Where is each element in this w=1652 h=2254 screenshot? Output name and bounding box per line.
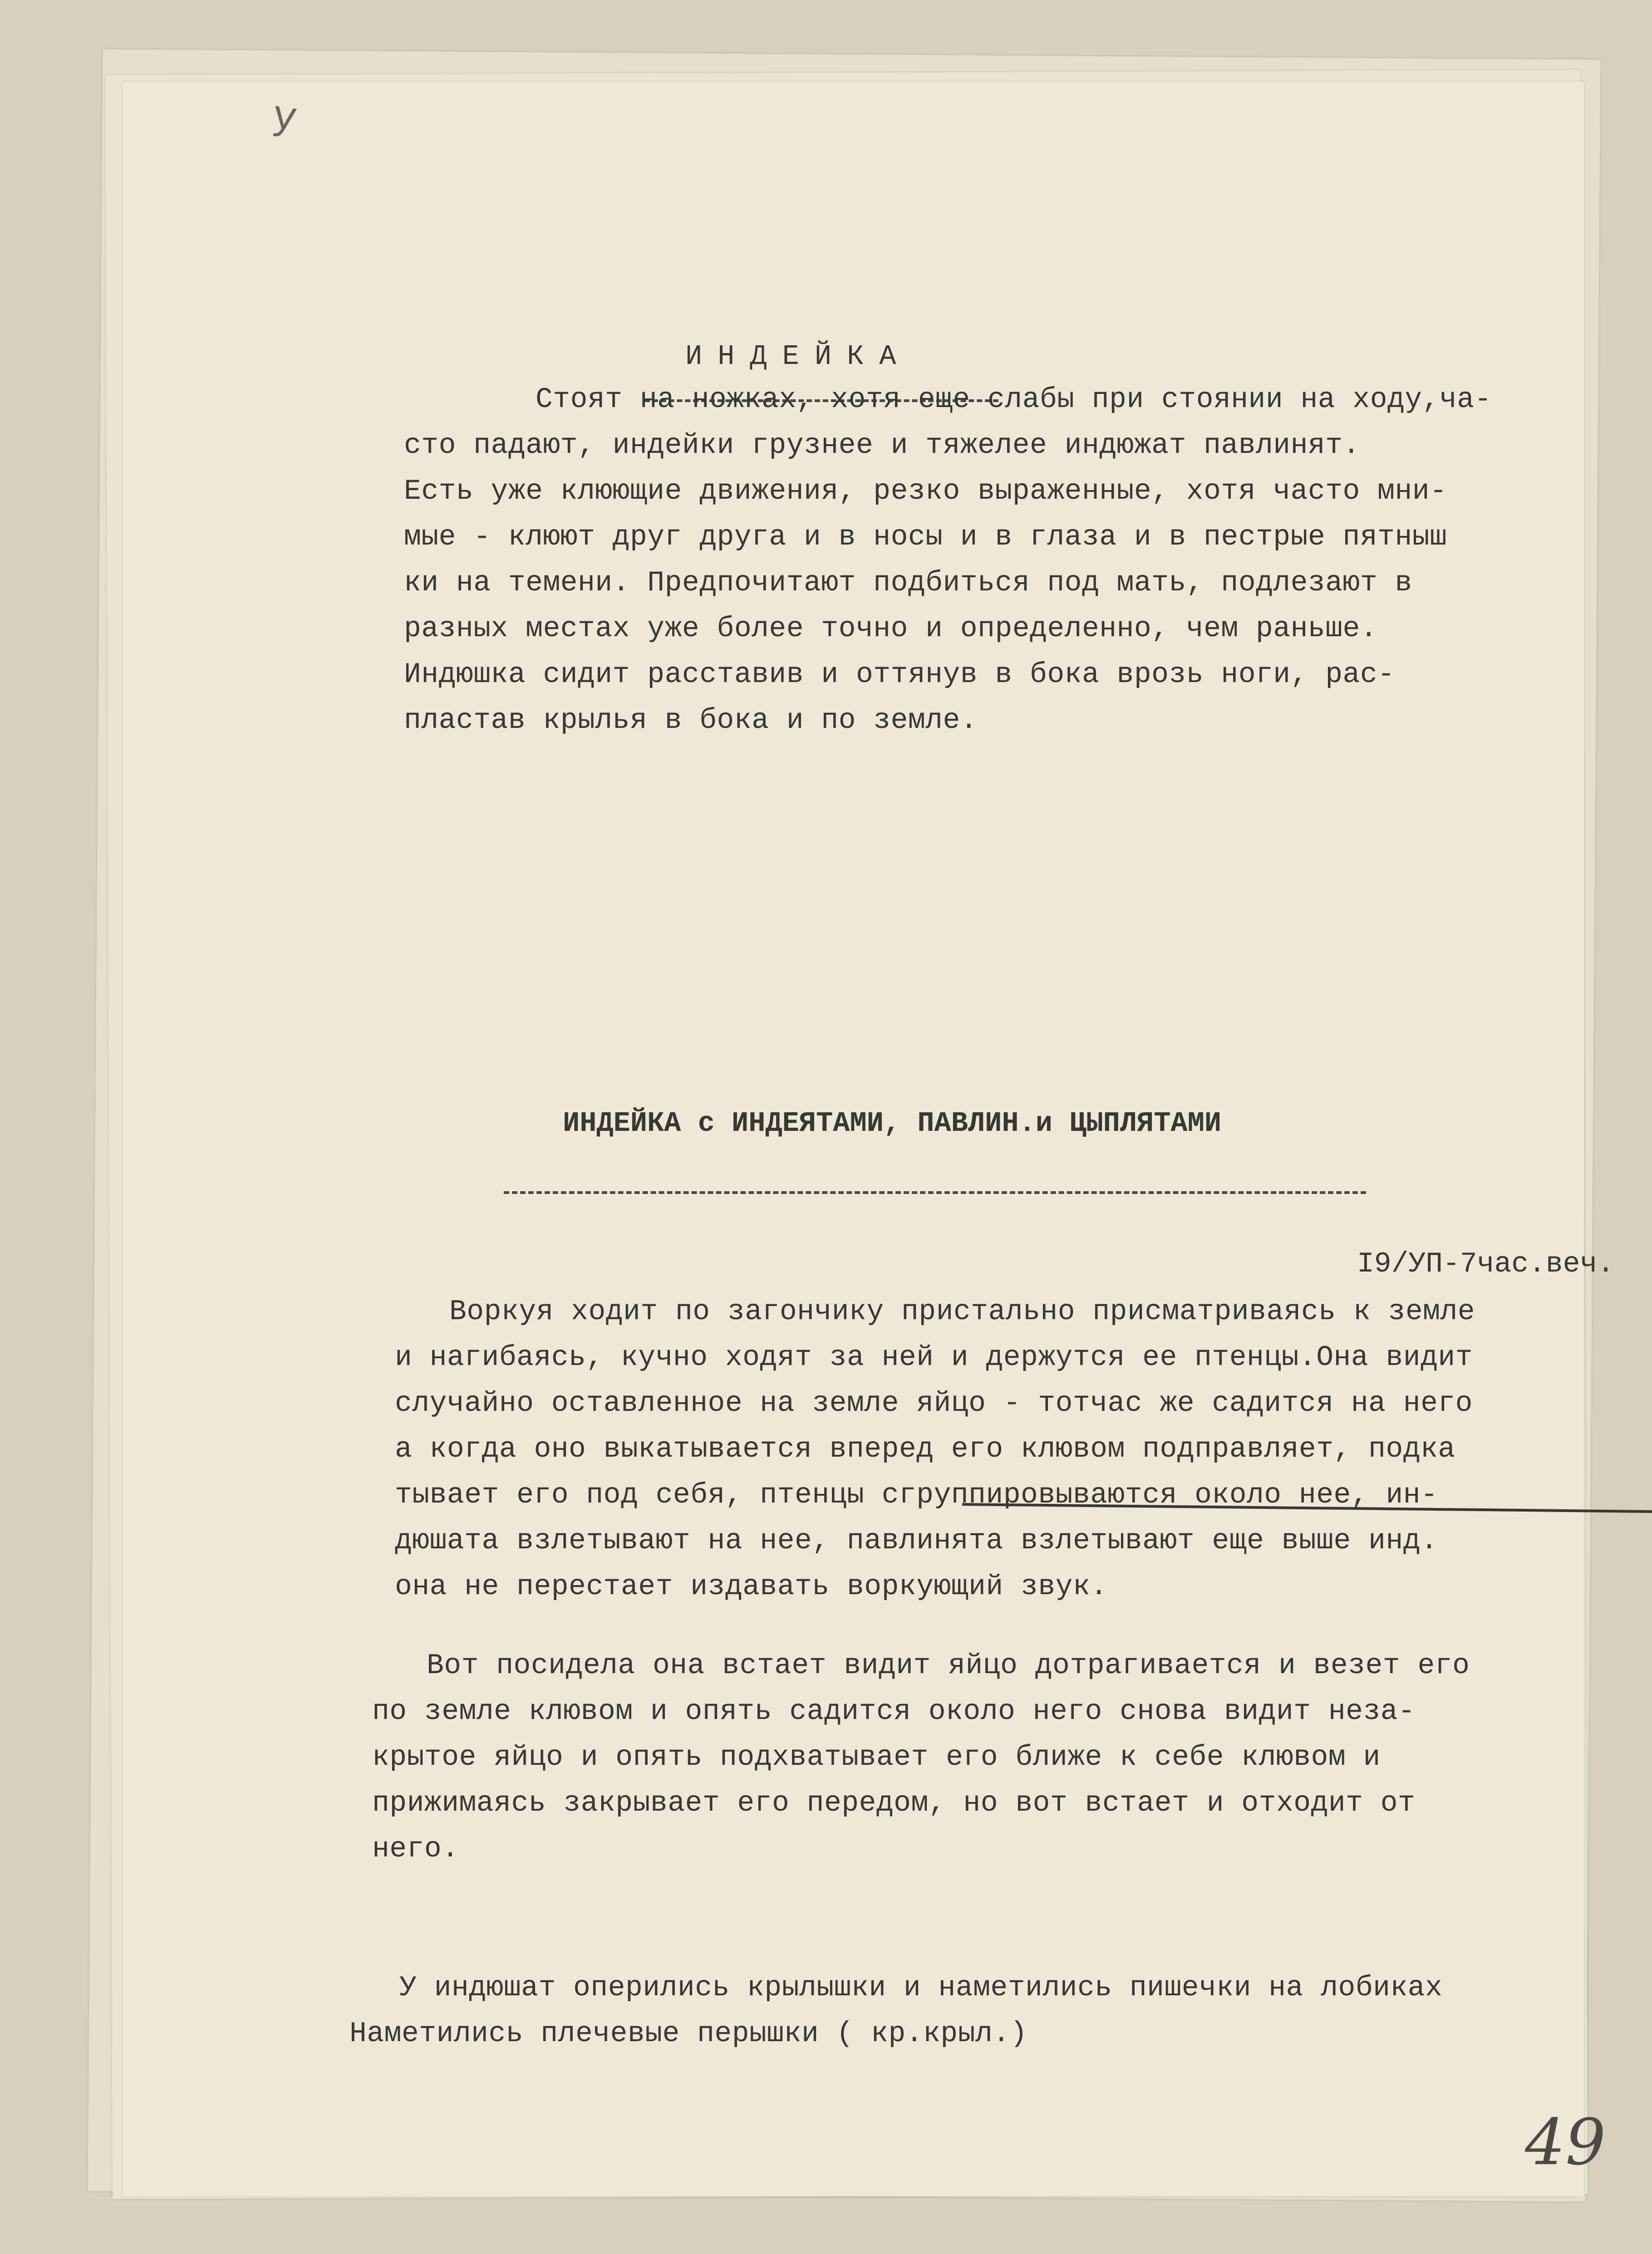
text-line: сто падают, индейки грузнее и тяжелее индюжат павлинят.: [404, 429, 1360, 462]
text-line: Воркуя ходит по загончику пристально присматриваясь к земле: [449, 1296, 1475, 1328]
text-line: пластав крылья в бока и по земле.: [404, 704, 978, 737]
text-line: дюшата взлетывают на нее, павлинята взлетывают еще выше инд.: [395, 1525, 1438, 1557]
text-line: Вот посидела она встает видит яйцо дотрагивается и везет его: [427, 1650, 1470, 1682]
text-line: него.: [372, 1833, 459, 1865]
document-page: [123, 82, 1615, 2196]
text-line: мые - клюют друг друга и в носы и в глаза и в пестрые пятныш: [404, 521, 1447, 553]
text-line: а когда оно выкатывается вперед его клювом подправляет, подка: [395, 1433, 1455, 1465]
text-line: по земле клювом и опять садится около него снова видит неза-: [372, 1695, 1416, 1728]
text-line: прижимаясь закрывает его передом, но вот встает и отходит от: [372, 1787, 1416, 1819]
entry-date: I9/УП-7час.веч.: [1357, 1248, 1615, 1280]
text-line: Стоят на ножках, хотя еще слабы при стоянии на ходу,ча-: [536, 383, 1492, 416]
text-line: Наметились плечевые перышки ( кр.крыл.): [349, 2018, 1028, 2050]
text-line: У индюшат оперились крылышки и наметились пишечки на лобиках: [399, 1972, 1443, 2004]
text-line: ки на темени. Предпочитают подбиться под мать, подлезают в: [404, 567, 1412, 599]
text-line: случайно оставленное на земле яйцо - тотчас же садится на него: [395, 1387, 1473, 1419]
section-title-turkey: ИНДЕЙКА: [685, 340, 912, 373]
paragraph-3: [372, 1643, 1470, 1872]
text-line: Есть уже клюющие движения, резко выраженные, хотя часто мни-: [404, 475, 1447, 507]
paragraph-4: [349, 1965, 1442, 2057]
text-line: она не перестает издавать воркующий звук.: [395, 1571, 1108, 1603]
text-line: разных местах уже более точно и определенно, чем раньше.: [404, 613, 1378, 645]
section-title-turkey-with-chicks: ИНДЕЙКА с ИНДЕЯТАМИ, ПАВЛИН.и ЦЫПЛЯТАМИ: [563, 1107, 1222, 1139]
title-dashed-rule: [504, 1191, 1366, 1194]
text-line: тывает его под себя, птенцы сгруппировываются около нее, ин-: [395, 1479, 1438, 1511]
text-line: крытое яйцо и опять подхватывает его ближе к себе клювом и: [372, 1741, 1381, 1773]
page-number: 49: [1525, 2106, 1606, 2180]
corner-handwritten-mark: у: [269, 93, 300, 143]
text-line: и нагибаясь, кучно ходят за ней и держутся ее птенцы.Она видит: [395, 1341, 1473, 1374]
paragraph-2: [395, 1289, 1475, 1610]
paragraph-1: [404, 377, 1492, 743]
text-line: Индюшка сидит расставив и оттянув в бока врозь ноги, рас-: [404, 658, 1395, 691]
